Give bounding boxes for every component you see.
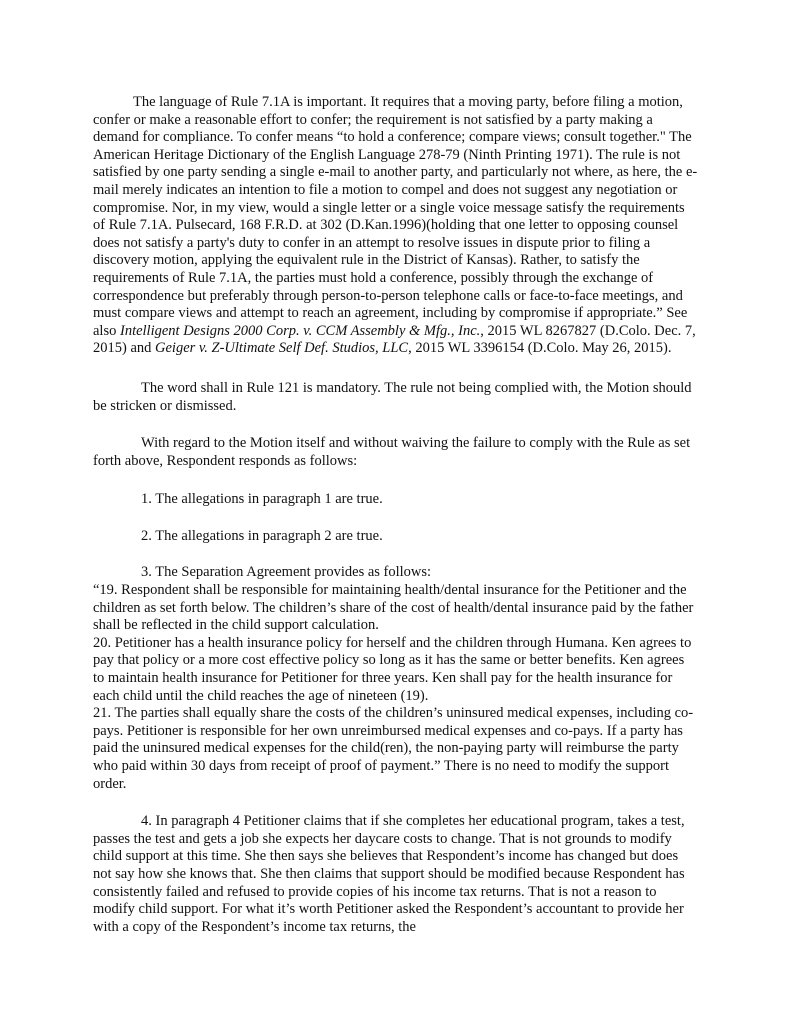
response-item-1: 1. The allegations in paragraph 1 are true.: [141, 491, 383, 508]
quote-paragraph-20: 20. Petitioner has a health insurance policy for herself and the children through Humana. Ken agrees to pay that policy or a more cost effective policy so long as it has the same or better benefits. Ken agrees to maintain health insurance for Petitioner for three years. Ken shall pay for the health insurance for each child until the child reaches the age of nineteen (19).: [93, 634, 692, 704]
quote-paragraph-19: “19. Respondent shall be responsible for maintaining health/dental insurance for the Petitioner and the children as set forth below. The children’s share of the cost of health/dental insurance paid by the father shall be reflected in the child support calculation.: [93, 582, 694, 634]
paragraph-rule-7-1a-text: The language of Rule 7.1A is important. It requires that a moving party, before filing a motion, confer or make a reasonable effort to confer; the requirement is not satisfied by a party making a demand for compliance. To confer means “to hold a conference; compare views; consult together." The American Heritage Dictionary of the English Language 278-79 (Ninth Printing 1971). The rule is not satisfied by one party sending a single e-mail to another party, and particularly not where, as here, the e-mail merely indicates an intention to file a motion to compel and does not suggest any negotiation or compromise. Nor, in my view, would a single letter or a single voice message satisfy the requirements of Rule 7.1A. Pulsecard, 168 F.R.D. at 302 (D.Kan.1996)(holding that one letter to opposing counsel does not satisfy a party's duty to confer in an attempt to resolve issues in dispute prior to filing a discovery motion, applying the equivalent rule in the District of Kansas). Rather, to satisfy the requirements of Rule 7.1A, the parties must hold a conference, possibly through the exchange of correspondence but preferably through person-to-person telephone calls or face-to-face meetings, and must compare views and attempt to reach an agreement, including by compromise if appropriate.” See also: [93, 94, 698, 339]
response-item-4: 4. In paragraph 4 Petitioner claims that if she completes her educational program, takes a test, passes the test and gets a job she expects her daycare costs to change. That is not grounds to modify child support at this time. She then says she believes that Respondent’s income has changed but does not say how she knows that. She then claims that support should be modified because Respondent has consistently failed and refused to provide copies of his income tax returns. That is not a reason to modify child support. For what it’s worth Petitioner asked the Respondent’s accountant to provide her with a copy of the Respondent’s income tax returns, the: [93, 813, 685, 935]
citation-geiger: , 2015 WL 3396154 (D.Colo. May 26, 2015).: [408, 340, 672, 357]
case-name-geiger: Geiger v. Z-Ultimate Self Def. Studios, LLC: [155, 340, 409, 357]
citation-intelligent-designs: , 2015 WL 8267827 (D.Colo. Dec. 7, 2015) and: [93, 322, 696, 357]
quote-paragraph-21: 21. The parties shall equally share the costs of the children’s uninsured medical expenses, including co-pays. Petitioner is responsible for her own unreimbursed medical expenses and co-pays. If a party has paid the uninsured medical expenses for the child(ren), the non-paying party will reimburse the party who paid within 30 days from receipt of proof of payment.” There is no need to modify the support order.: [93, 705, 694, 792]
case-name-intelligent-designs: Intelligent Designs 2000 Corp. v. CCM Assembly & Mfg., Inc.: [119, 322, 481, 339]
document-page: [93, 94, 699, 936]
response-item-2: 2. The allegations in paragraph 2 are true.: [141, 527, 383, 544]
paragraph-rule-121: The word shall in Rule 121 is mandatory. The rule not being complied with, the Motion should be stricken or dismissed.: [93, 379, 692, 414]
paragraph-response-intro: With regard to the Motion itself and without waiving the failure to comply with the Rule as set forth above, Respondent responds as follows:: [93, 435, 691, 469]
separation-agreement-quote: [93, 582, 699, 793]
response-item-3: 3. The Separation Agreement provides as follows:: [141, 564, 432, 581]
paragraph-rule-7-1a: [93, 94, 699, 358]
